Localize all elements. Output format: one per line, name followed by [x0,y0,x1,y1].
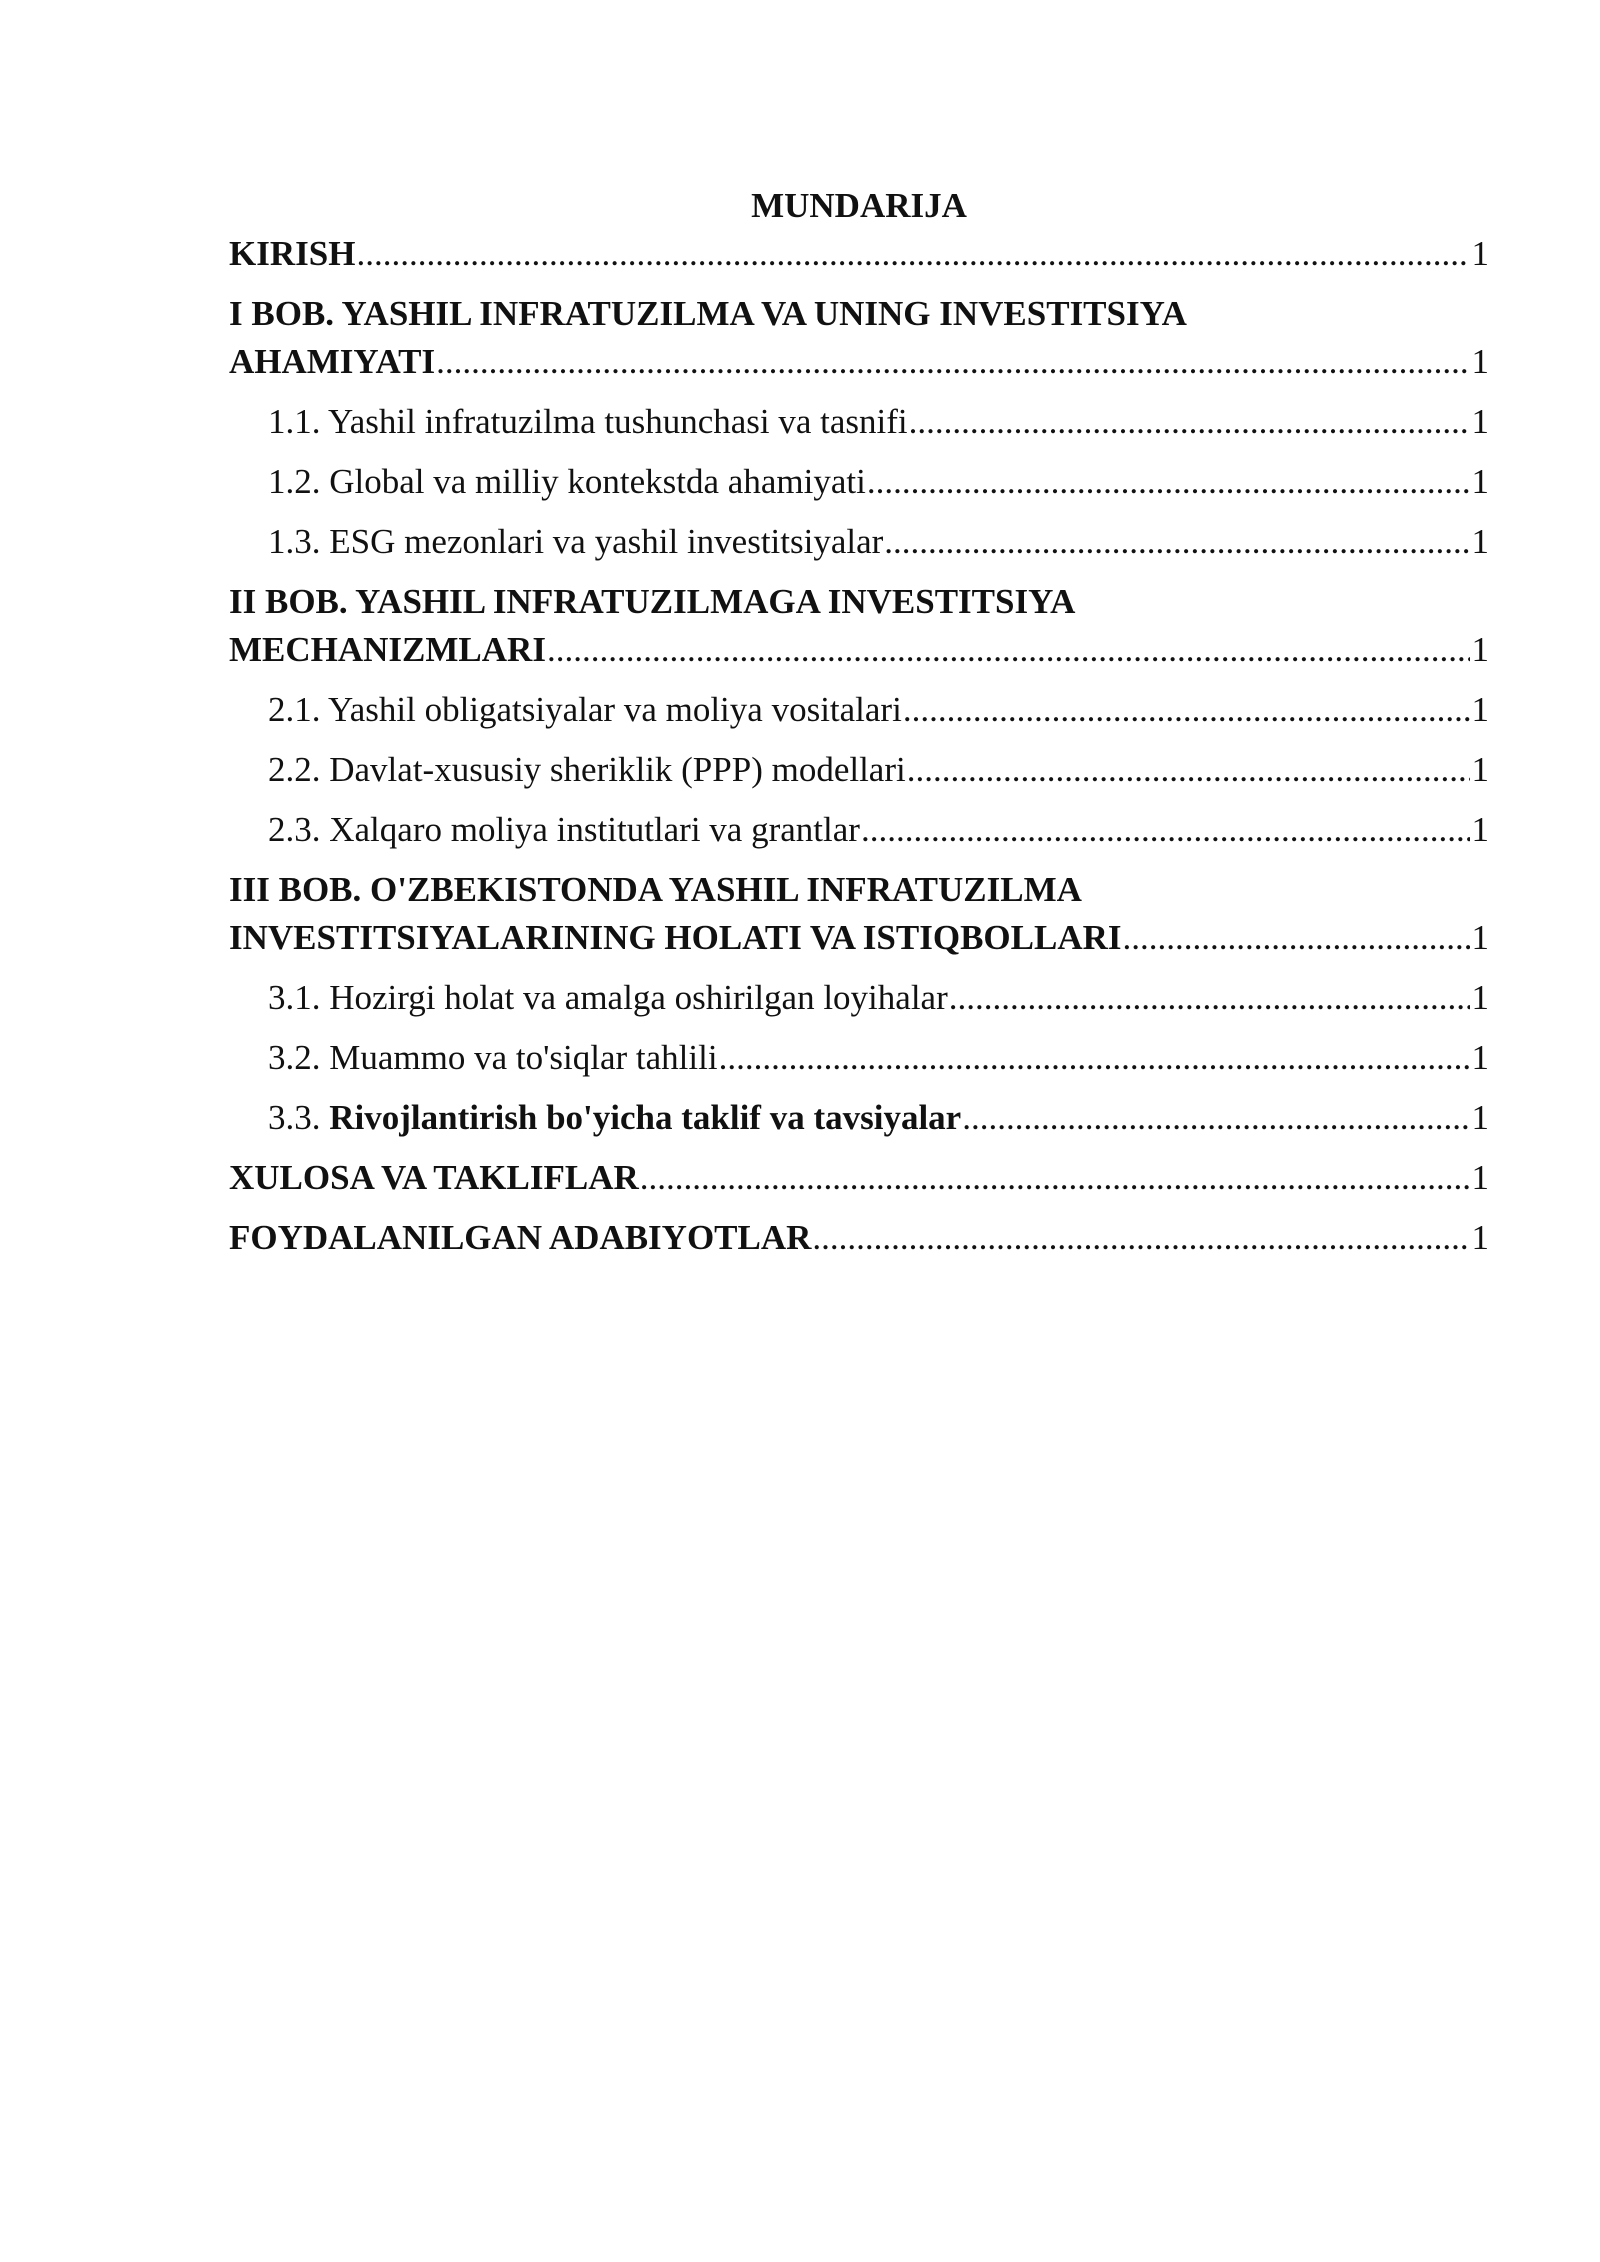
toc-entry-text: 2.3. Xalqaro moliya institutlari va grantlar [268,810,860,849]
toc-entry-line [268,746,1489,794]
toc-entry-line [268,686,1489,734]
toc-page-number: 1 [1471,1038,1489,1077]
toc-entry-line [268,458,1489,506]
dot-leader [949,974,1470,1022]
dot-leader [907,746,1470,794]
toc-entry-text: 1.1. Yashil infratuzilma tushunchasi va tasnifi [268,402,908,441]
toc-entry-text: 1.3. ESG mezonlari va yashil investitsiyalar [268,522,884,561]
toc-entry-line [268,806,1489,854]
toc-entry-section-3-2[interactable] [229,1034,1489,1082]
toc-entry-text: MECHANIZMLARI [229,630,546,669]
toc-page-number: 1 [1471,978,1489,1017]
toc-entry-references[interactable] [229,1214,1489,1262]
toc-entry-heading-line: II BOB. YASHIL INFRATUZILMAGA INVESTITSIYA [229,582,1076,621]
toc-entry-section-2-2[interactable] [229,746,1489,794]
toc-entry-section-3-1[interactable] [229,974,1489,1022]
dot-leader [884,518,1469,566]
toc-page-number: 1 [1471,1158,1489,1197]
dot-leader [867,458,1470,506]
toc-entry-line [268,518,1489,566]
dot-leader [861,806,1470,854]
toc-entry-line [268,398,1489,446]
toc-page-number: 1 [1471,522,1489,561]
dot-leader [436,338,1469,386]
toc-entry-text: 1.2. Global va milliy kontekstda ahamiyati [268,462,866,501]
toc-entry-text: INVESTITSIYALARINING HOLATI VA ISTIQBOLLARI [229,918,1122,957]
toc-entry-line [268,1034,1489,1082]
toc-entry-line [268,1094,1489,1142]
toc-title: MUNDARIJA [751,186,967,225]
toc-page-number: 1 [1471,234,1489,273]
toc-entry-chapter-3[interactable] [229,866,1489,962]
dot-leader [962,1094,1469,1142]
toc-entry-number: 3.3. [268,1098,330,1137]
toc-entry-conclusion[interactable] [229,1154,1489,1202]
toc-entry-section-3-3[interactable] [229,1094,1489,1142]
toc-entry-chapter-1[interactable] [229,290,1489,386]
toc-entry-line [229,1154,1489,1202]
dot-leader [812,1214,1469,1262]
toc-entry-chapter-2[interactable] [229,578,1489,674]
toc-page-number: 1 [1471,462,1489,501]
toc-entry-section-2-1[interactable] [229,686,1489,734]
toc-entry-section-1-2[interactable] [229,458,1489,506]
toc-page-number: 1 [1471,402,1489,441]
toc-entry-text: XULOSA VA TAKLIFLAR [229,1158,639,1197]
toc-entry-line [229,1214,1489,1262]
toc-page-number: 1 [1471,342,1489,381]
dot-leader [719,1034,1470,1082]
dot-leader [356,230,1469,278]
dot-leader [909,398,1470,446]
toc-entry-line [229,914,1489,962]
toc-entry-title: Rivojlantirish bo'yicha taklif va tavsiyalar [329,1098,962,1137]
toc-entry-text: FOYDALANILGAN ADABIYOTLAR [229,1218,812,1257]
toc-page-number: 1 [1471,1098,1489,1137]
toc-entry-kirish[interactable] [229,230,1489,278]
toc-entry-heading-line: I BOB. YASHIL INFRATUZILMA VA UNING INVESTITSIYA [229,294,1187,333]
toc-entry-text [268,1094,961,1142]
toc-entry-section-1-3[interactable] [229,518,1489,566]
table-of-contents [229,182,1489,1262]
toc-entry-heading-line: III BOB. O'ZBEKISTONDA YASHIL INFRATUZILMA [229,870,1082,909]
toc-entry-line [268,974,1489,1022]
toc-list [229,230,1489,1262]
toc-entry-line [229,338,1489,386]
toc-entry-section-2-3[interactable] [229,806,1489,854]
toc-entry-line [229,626,1489,674]
dot-leader [640,1154,1470,1202]
toc-entry-text: 3.1. Hozirgi holat va amalga oshirilgan loyihalar [268,978,948,1017]
toc-page-number: 1 [1471,918,1489,957]
toc-entry-text: 3.2. Muammo va to'siqlar tahlili [268,1038,718,1077]
dot-leader [903,686,1470,734]
dot-leader [1123,914,1470,962]
toc-page-number: 1 [1471,810,1489,849]
toc-entry-section-1-1[interactable] [229,398,1489,446]
toc-page-number: 1 [1471,1218,1489,1257]
toc-entry-text: 2.1. Yashil obligatsiyalar va moliya vositalari [268,690,902,729]
toc-page-number: 1 [1471,750,1489,789]
dot-leader [547,626,1470,674]
toc-page-number: 1 [1471,630,1489,669]
toc-page-number: 1 [1471,690,1489,729]
toc-entry-text: KIRISH [229,234,356,273]
toc-entry-line [229,230,1489,278]
toc-entry-text: 2.2. Davlat-xususiy sheriklik (PPP) modellari [268,750,906,789]
toc-entry-text: AHAMIYATI [229,342,436,381]
